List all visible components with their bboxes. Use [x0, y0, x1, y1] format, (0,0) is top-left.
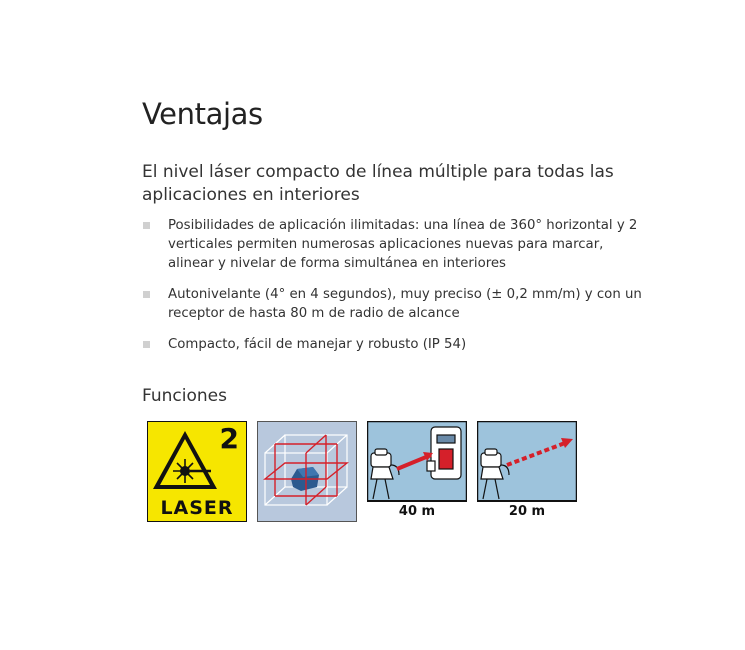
bullet-square-icon — [143, 291, 150, 298]
laser-class-number: 2 — [219, 422, 239, 455]
bullet-square-icon — [143, 222, 150, 229]
range-label: 20 m — [477, 500, 577, 522]
laser-class-2-warning-icon — [147, 421, 247, 522]
list-item — [142, 335, 642, 354]
laser-range-icon — [477, 421, 577, 522]
subtitle: El nivel láser compacto de línea múltiple para todas las aplicaciones en interiores — [142, 162, 614, 205]
list-item — [142, 285, 642, 323]
laser-label: LASER — [160, 497, 234, 519]
benefit-text: Posibilidades de aplicación ilimitadas: una línea de 360° horizontal y 2 verticales permiten numerosas aplicaciones nuevas para marcar, alinear y nivelar de forma simultánea en interiores — [168, 218, 638, 271]
receptor-range-icon — [367, 421, 467, 522]
range-label: 40 m — [367, 500, 467, 522]
benefit-text: Autonivelante (4° en 4 segundos), muy preciso (± 0,2 mm/m) y con un receptor de hasta 80 m de radio de alcance — [168, 287, 642, 321]
list-item — [142, 216, 642, 273]
benefit-text: Compacto, fácil de manejar y robusto (IP 54) — [168, 337, 467, 352]
cross-line-laser-cube-icon — [257, 421, 357, 522]
functions-title: Funciones — [142, 386, 227, 406]
page-title: Ventajas — [142, 97, 263, 131]
bullet-square-icon — [143, 341, 150, 348]
benefits-list — [142, 216, 642, 366]
